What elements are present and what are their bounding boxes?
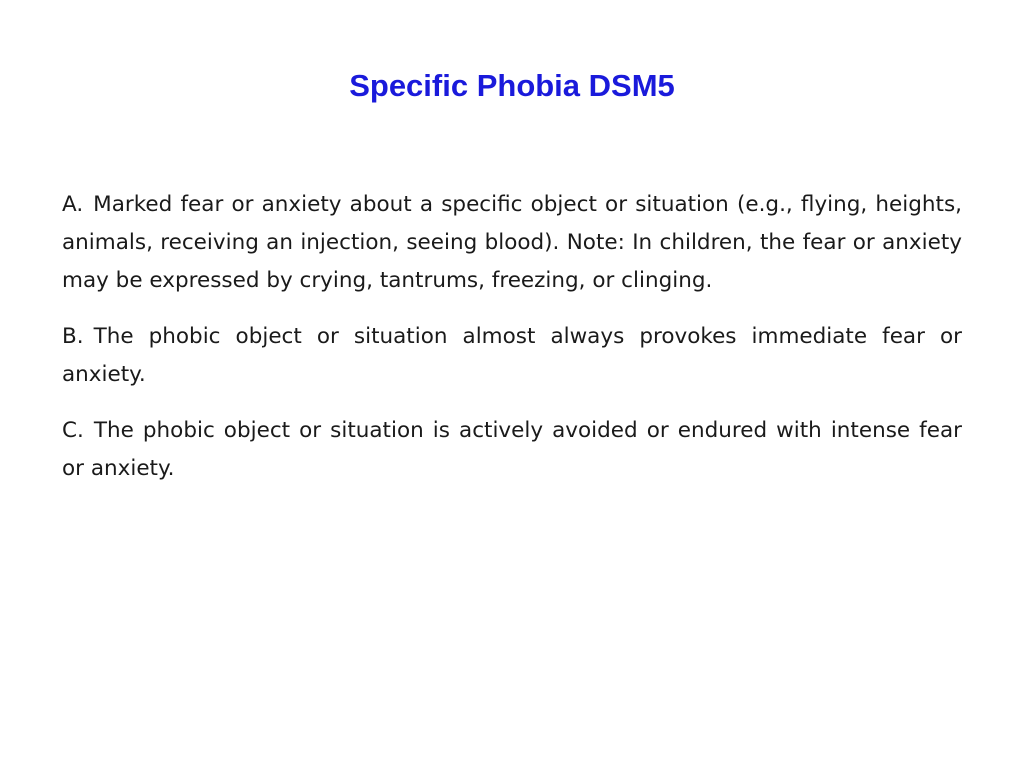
criterion-b [62,318,962,394]
criterion-text: Marked fear or anxiety about a specific object or situation (e.g., flying, heights, animals, receiving an injection, seeing blood). Note: In children, the fear or anxiety may be expressed by crying, tantrums, freezing, or clinging. [62,192,962,293]
criterion-label: A. [62,192,84,217]
criterion-c [62,412,962,488]
criterion-label: B. [62,324,84,349]
slide-title: Specific Phobia DSM5 [349,68,675,103]
criterion-label: C. [62,418,84,443]
criterion-a [62,186,962,300]
criterion-text: The phobic object or situation is actively avoided or endured with intense fear or anxiety. [62,418,962,481]
criterion-text: The phobic object or situation almost always provokes immediate fear or anxiety. [62,324,962,387]
criteria-list [62,186,962,506]
